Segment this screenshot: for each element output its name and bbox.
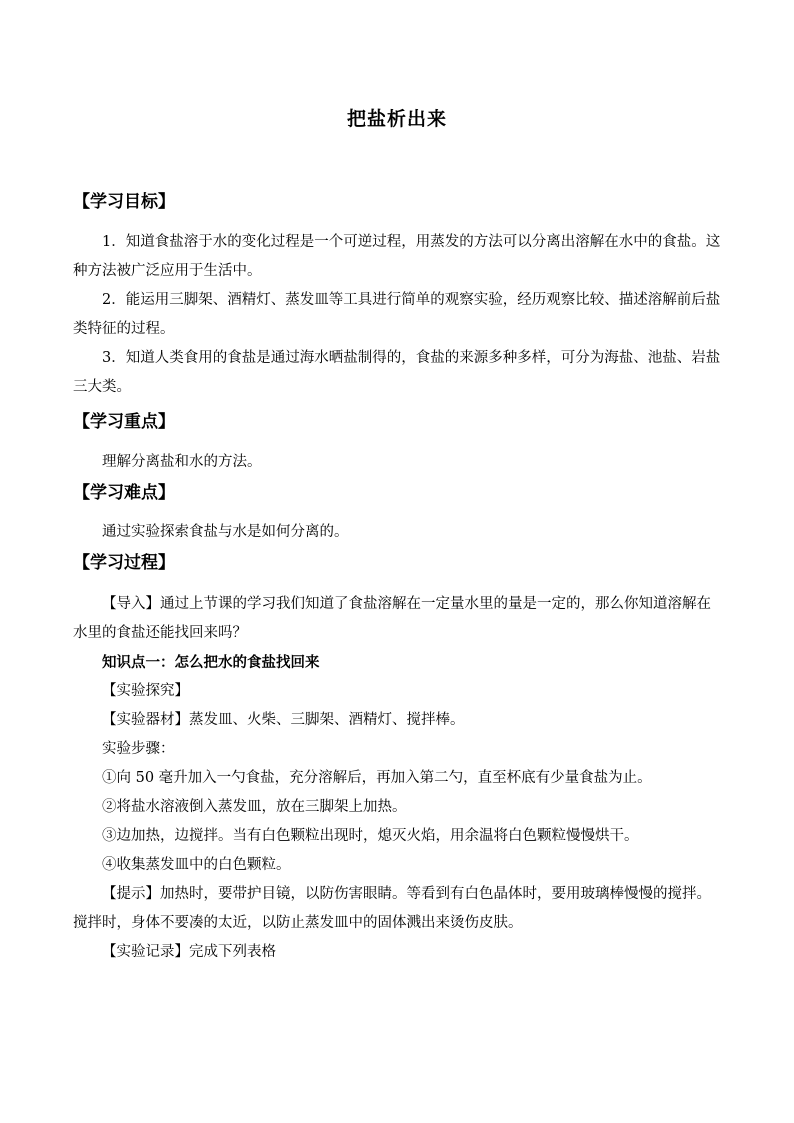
step-4: ④收集蒸发皿中的白色颗粒。 bbox=[102, 857, 291, 873]
goal-item-2: 2．能运用三脚架、酒精灯、蒸发皿等工具进行简单的观察实验，经历观察比较、描述溶解前后盐类特征的过程。 bbox=[73, 292, 721, 337]
step-2: ②将盐水溶液倒入蒸发皿，放在三脚架上加热。 bbox=[102, 799, 407, 815]
key-points-text: 理解分离盐和水的方法。 bbox=[102, 454, 262, 470]
section-heading-key-points: 【学习重点】 bbox=[73, 412, 175, 432]
experiment-label: 【实验探究】 bbox=[102, 683, 189, 699]
goal-item-1: 1．知道食盐溶于水的变化过程是一个可逆过程，用蒸发的方法可以分离出溶解在水中的食盐。这种方法被广泛应用于生活中。 bbox=[73, 234, 721, 279]
goal-item-3: 3．知道人类食用的食盐是通过海水晒盐制得的，食盐的来源多种多样，可分为海盐、池盐、岩盐三大类。 bbox=[73, 350, 721, 395]
difficulties-text: 通过实验探索食盐与水是如何分离的。 bbox=[102, 524, 349, 540]
record-text: 【实验记录】完成下列表格 bbox=[102, 944, 276, 960]
step-1: ①向 50 毫升加入一勺食盐，充分溶解后，再加入第二勺，直至杯底有少量食盐为止。 bbox=[102, 770, 652, 786]
step-3: ③边加热，边搅拌。当有白色颗粒出现时，熄灭火焰，用余温将白色颗粒慢慢烘干。 bbox=[102, 828, 639, 844]
page-title: 把盐析出来 bbox=[346, 108, 447, 130]
process-intro: 【导入】通过上节课的学习我们知道了食盐溶解在一定量水里的量是一定的，那么你知道溶解在水里的食盐还能找回来吗？ bbox=[73, 596, 711, 641]
section-heading-difficulties: 【学习难点】 bbox=[73, 483, 175, 503]
knowledge-point-title: 知识点一：怎么把水的食盐找回来 bbox=[102, 654, 320, 671]
section-heading-process: 【学习过程】 bbox=[73, 553, 175, 573]
tip-text: 【提示】加热时，要带护目镜，以防伤害眼睛。等看到有白色晶体时，要用玻璃棒慢慢的搅拌。搅拌时，身体不要凑的太近，以防止蒸发皿中的固体溅出来烫伤皮肤。 bbox=[73, 886, 711, 931]
steps-label: 实验步骤： bbox=[102, 741, 175, 757]
section-heading-goals: 【学习目标】 bbox=[73, 192, 175, 212]
materials-text: 【实验器材】蒸发皿、火柴、三脚架、酒精灯、搅拌棒。 bbox=[102, 712, 465, 728]
